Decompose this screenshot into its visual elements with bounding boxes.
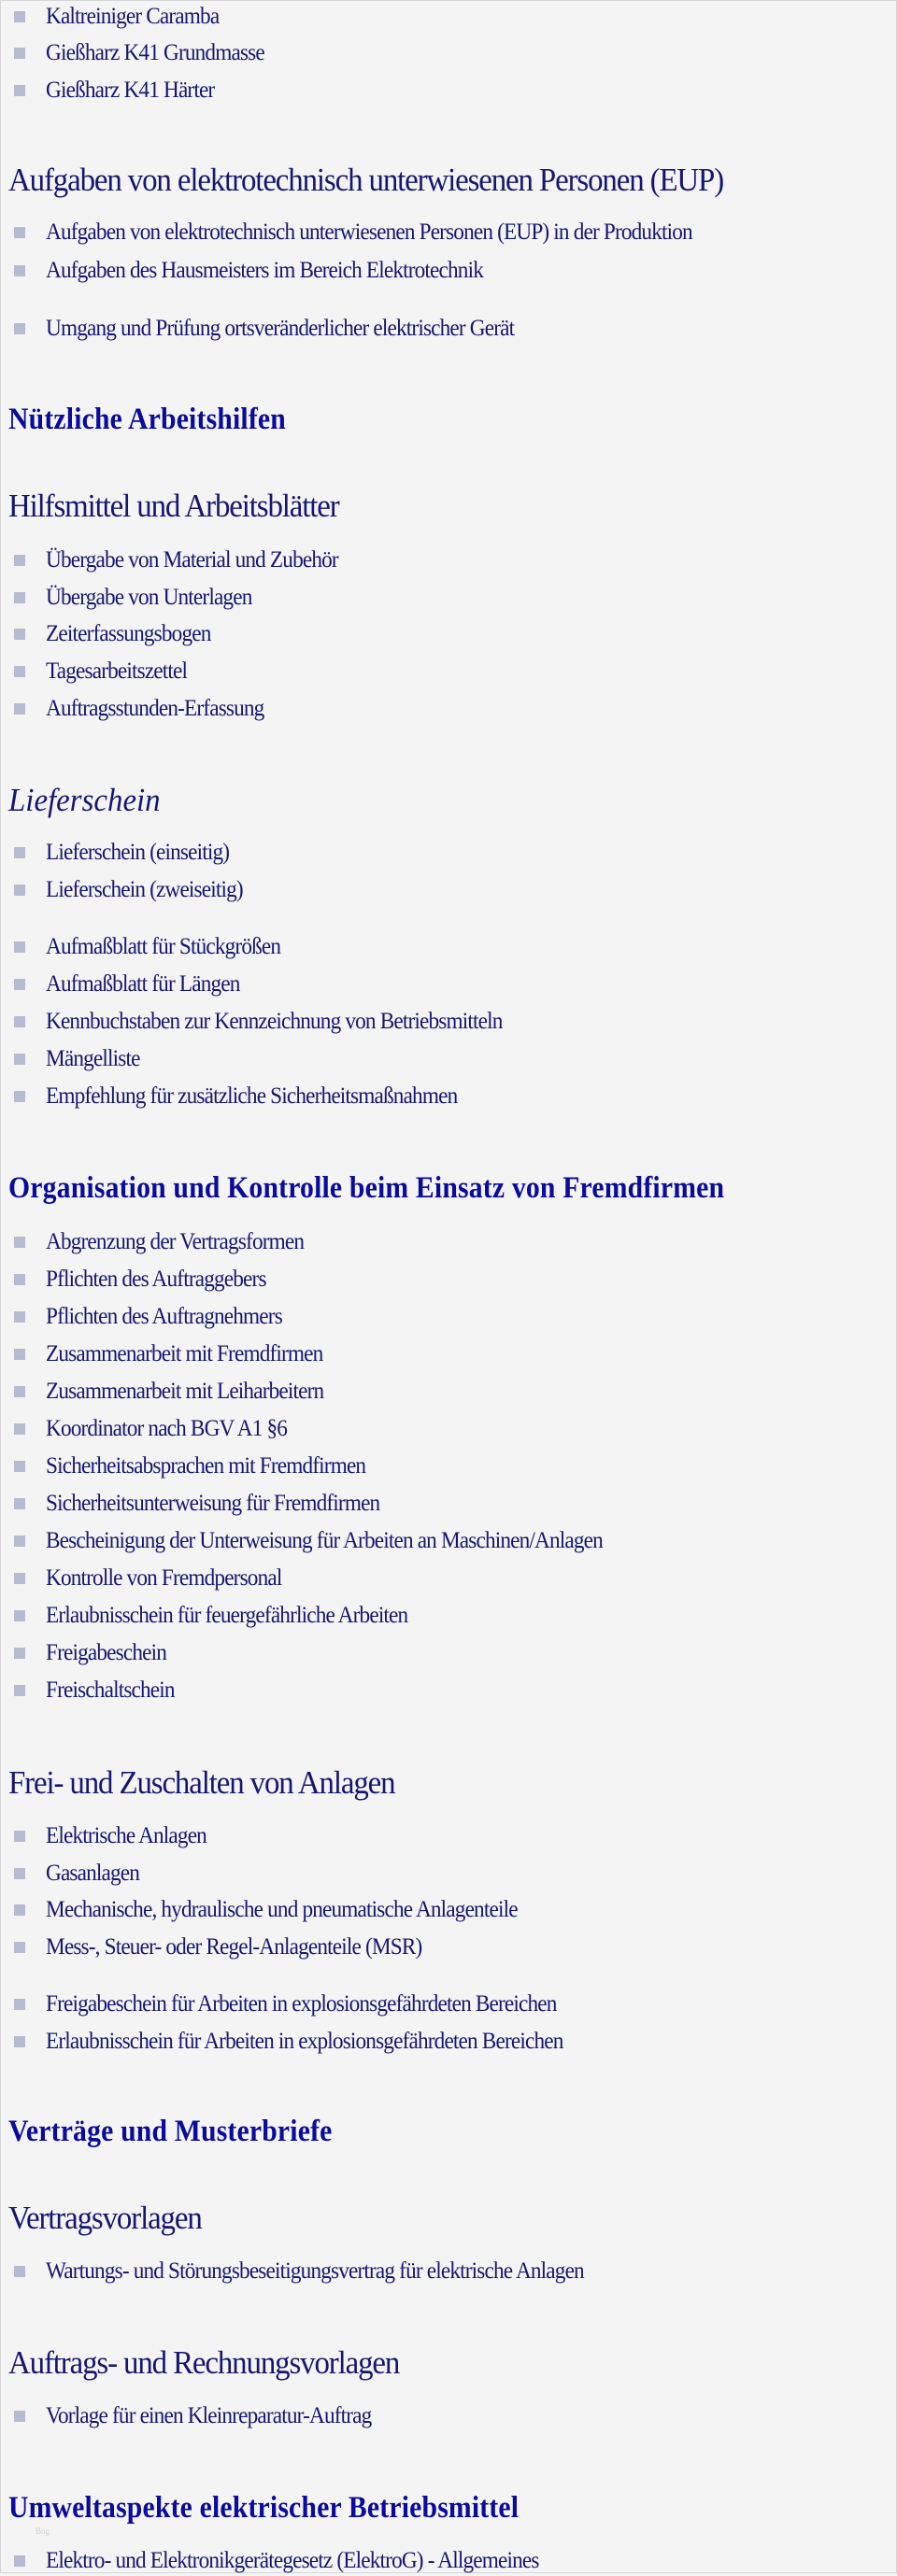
list-item[interactable]	[0, 583, 897, 613]
list-item[interactable]	[0, 932, 897, 962]
list-item[interactable]	[0, 1564, 897, 1593]
list-item-link[interactable]: Pflichten des Auftragnehmers	[46, 1304, 282, 1329]
list-item[interactable]	[0, 970, 897, 999]
square-bullet-icon	[14, 265, 25, 276]
list-item[interactable]	[0, 875, 897, 905]
square-bullet-icon	[14, 1091, 25, 1102]
square-bullet-icon	[14, 1274, 25, 1285]
list-item-link[interactable]: Zusammenarbeit mit Leiharbeitern	[46, 1379, 324, 1404]
list-item[interactable]	[0, 76, 897, 106]
list-item-link[interactable]: Abgrenzung der Vertragsformen	[46, 1229, 305, 1254]
square-bullet-icon	[14, 1648, 25, 1659]
square-bullet-icon	[14, 2266, 25, 2277]
list-item-link[interactable]: Aufmaßblatt für Längen	[46, 971, 240, 997]
list-item-link[interactable]: Erlaubnisschein für Arbeiten in explosionsgefährdeten Bereichen	[46, 2029, 563, 2054]
square-bullet-icon	[14, 48, 25, 59]
list-item-link[interactable]: Elektro- und Elektronikgerätegesetz (ElektroG) - Allgemeines	[46, 2548, 539, 2573]
list-item-link[interactable]: Empfehlung für zusätzliche Sicherheitsmaßnahmen	[46, 1083, 458, 1109]
list-item[interactable]	[0, 218, 897, 248]
list-item[interactable]	[0, 2257, 897, 2286]
list-item-link[interactable]: Übergabe von Unterlagen	[46, 585, 252, 610]
lieferschein-heading: Lieferschein	[8, 782, 161, 818]
square-bullet-icon	[14, 2555, 25, 2567]
list-item-link[interactable]: Freigabeschein für Arbeiten in explosionsgefährdeten Bereichen	[46, 1991, 557, 2017]
eup-heading: Aufgaben von elektrotechnisch unterwiesenen Personen (EUP)	[8, 162, 724, 198]
square-bullet-icon	[14, 1999, 25, 2010]
umwelt-heading: Umweltaspekte elektrischer Betriebsmittel	[8, 2491, 520, 2525]
list-item[interactable]	[0, 1302, 897, 1332]
list-item[interactable]	[0, 256, 897, 286]
list-item-link[interactable]: Erlaubnisschein für feuergefährliche Arbeiten	[46, 1603, 408, 1628]
list-item[interactable]	[0, 1044, 897, 1074]
square-bullet-icon	[14, 1610, 25, 1621]
list-item-link[interactable]: Elektrische Anlagen	[46, 1823, 206, 1848]
list-item[interactable]	[0, 2546, 897, 2576]
list-item-link[interactable]: Aufgaben von elektrotechnisch unterwiesenen Personen (EUP) in der Produktion	[46, 219, 692, 245]
list-item-link[interactable]: Gasanlagen	[46, 1861, 140, 1886]
square-bullet-icon	[14, 1942, 25, 1953]
square-bullet-icon	[14, 1386, 25, 1397]
list-item-link[interactable]: Mess-, Steuer- oder Regel-Anlagenteile (MSR)	[46, 1934, 422, 1960]
square-bullet-icon	[14, 1311, 25, 1323]
square-bullet-icon	[14, 629, 25, 640]
list-item[interactable]	[0, 2027, 897, 2057]
list-item[interactable]	[0, 1339, 897, 1369]
list-item-link[interactable]: Sicherheitsabsprachen mit Fremdfirmen	[46, 1453, 366, 1479]
list-item[interactable]	[0, 1932, 897, 1962]
square-bullet-icon	[14, 1685, 25, 1696]
list-item-link[interactable]: Zeiterfassungsbogen	[46, 621, 211, 646]
list-item-link[interactable]: Bescheinigung der Unterweisung für Arbeiten an Maschinen/Anlagen	[46, 1528, 603, 1553]
square-bullet-icon	[14, 1461, 25, 1472]
anlagen-heading: Frei- und Zuschalten von Anlagen	[8, 1764, 395, 1801]
list-item-link[interactable]: Wartungs- und Störungsbeseitigungsvertrag für elektrische Anlagen	[46, 2258, 584, 2284]
square-bullet-icon	[14, 11, 25, 22]
list-item[interactable]	[0, 1265, 897, 1295]
list-item[interactable]	[0, 1989, 897, 2019]
square-bullet-icon	[14, 703, 25, 715]
hilfsmittel-heading: Hilfsmittel und Arbeitsblätter	[8, 488, 339, 524]
square-bullet-icon	[14, 592, 25, 603]
list-item-link[interactable]: Gießharz K41 Härter	[46, 78, 215, 103]
list-item-link[interactable]: Zusammenarbeit mit Fremdfirmen	[46, 1341, 323, 1366]
list-item[interactable]	[0, 838, 897, 868]
list-item[interactable]	[0, 619, 897, 649]
list-item[interactable]	[0, 1227, 897, 1257]
list-item-link[interactable]: Tagesarbeitszettel	[46, 658, 188, 684]
list-item-link[interactable]: Pflichten des Auftraggebers	[46, 1267, 266, 1292]
square-bullet-icon	[14, 1016, 25, 1027]
square-bullet-icon	[14, 2036, 25, 2047]
square-bullet-icon	[14, 666, 25, 677]
square-bullet-icon	[14, 2411, 25, 2422]
list-item-link[interactable]: Mechanische, hydraulische und pneumatische Anlagenteile	[46, 1897, 518, 1922]
square-bullet-icon	[14, 941, 25, 953]
list-item-link[interactable]: Freigabeschein	[46, 1640, 167, 1665]
list-item[interactable]	[0, 1895, 897, 1925]
square-bullet-icon	[14, 885, 25, 896]
list-item[interactable]	[0, 1377, 897, 1407]
square-bullet-icon	[14, 323, 25, 334]
square-bullet-icon	[14, 1536, 25, 1547]
square-bullet-icon	[14, 979, 25, 990]
square-bullet-icon	[14, 85, 25, 96]
list-item[interactable]	[0, 1489, 897, 1519]
list-item[interactable]	[0, 1526, 897, 1556]
list-item-link[interactable]: Umgang und Prüfung ortsveränderlicher elektrischer Gerät	[46, 316, 515, 341]
square-bullet-icon	[14, 555, 25, 566]
vertraege-heading: Verträge und Musterbriefe	[8, 2115, 333, 2148]
square-bullet-icon	[14, 1498, 25, 1509]
square-bullet-icon	[14, 1831, 25, 1842]
list-item[interactable]	[0, 1638, 897, 1668]
list-item-link[interactable]: Kontrolle von Fremdpersonal	[46, 1565, 282, 1591]
square-bullet-icon	[14, 1904, 25, 1916]
list-item-link[interactable]: Gießharz K41 Grundmasse	[46, 40, 264, 65]
faint-watermark-text: Bog	[36, 2526, 50, 2536]
list-item-link[interactable]: Vorlage für einen Kleinreparatur-Auftrag	[46, 2403, 372, 2428]
list-item[interactable]	[0, 1601, 897, 1631]
list-item[interactable]	[0, 1859, 897, 1889]
square-bullet-icon	[14, 1868, 25, 1879]
list-item[interactable]	[0, 545, 897, 575]
list-item[interactable]	[0, 1082, 897, 1111]
square-bullet-icon	[14, 227, 25, 238]
list-item-link[interactable]: Sicherheitsunterweisung für Fremdfirmen	[46, 1491, 380, 1516]
list-item[interactable]	[0, 314, 897, 344]
list-item-link[interactable]: Lieferschein (zweiseitig)	[46, 877, 243, 902]
list-item-link[interactable]: Aufmaßblatt für Stückgrößen	[46, 934, 281, 959]
list-item-link[interactable]: Mängelliste	[46, 1046, 140, 1071]
list-item[interactable]	[0, 2401, 897, 2431]
auftragsvorlagen-heading: Auftrags- und Rechnungsvorlagen	[8, 2344, 400, 2381]
arbeitshilfen-heading: Nützliche Arbeitshilfen	[8, 403, 286, 436]
list-item[interactable]	[0, 1676, 897, 1706]
square-bullet-icon	[14, 1573, 25, 1584]
list-item[interactable]	[0, 1007, 897, 1037]
square-bullet-icon	[14, 1054, 25, 1065]
square-bullet-icon	[14, 1423, 25, 1435]
list-item[interactable]	[0, 38, 897, 68]
square-bullet-icon	[14, 1237, 25, 1248]
list-item-link[interactable]: Aufgaben des Hausmeisters im Bereich Elektrotechnik	[46, 258, 484, 283]
list-item[interactable]	[0, 1451, 897, 1481]
list-item[interactable]	[0, 657, 897, 686]
list-item[interactable]	[0, 694, 897, 724]
vertragsvorlagen-heading: Vertragsvorlagen	[8, 2200, 202, 2236]
list-item[interactable]	[0, 1414, 897, 1444]
list-item-link[interactable]: Freischaltschein	[46, 1677, 175, 1703]
square-bullet-icon	[14, 847, 25, 858]
list-item-link[interactable]: Kaltreiniger Caramba	[46, 4, 220, 29]
list-item-link[interactable]: Koordinator nach BGV A1 §6	[46, 1416, 288, 1441]
square-bullet-icon	[14, 1349, 25, 1360]
list-item[interactable]	[0, 1821, 897, 1851]
list-item-link[interactable]: Kennbuchstaben zur Kennzeichnung von Betriebsmitteln	[46, 1009, 503, 1034]
list-item-link[interactable]: Lieferschein (einseitig)	[46, 840, 230, 865]
list-item-link[interactable]: Auftragsstunden-Erfassung	[46, 696, 264, 721]
list-item-link[interactable]: Übergabe von Material und Zubehör	[46, 547, 338, 573]
list-item[interactable]	[0, 2, 897, 32]
fremdfirmen-heading: Organisation und Kontrolle beim Einsatz von Fremdfirmen	[8, 1171, 725, 1205]
